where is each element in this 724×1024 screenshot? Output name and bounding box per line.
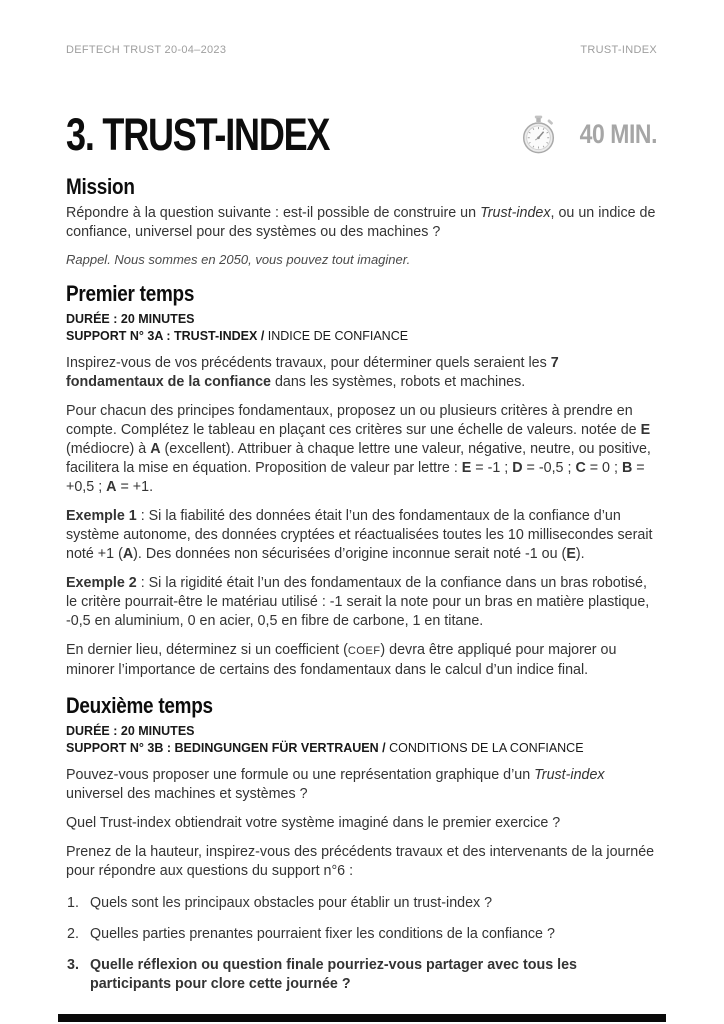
deuxieme-paragraph-1: Pouvez-vous proposer une formule ou une représentation graphique d’un Trust-index universel des machines et systèmes ? (66, 766, 605, 802)
deuxieme-support-label: SUPPORT N° 3B : BEDINGUNGEN FÜR VERTRAUEN / CONDITIONS DE LA CONFIANCE (66, 740, 584, 755)
page-header (66, 44, 657, 56)
stopwatch-icon (520, 114, 557, 156)
header-left-text: DEFTECH TRUST 20-04–2023 (66, 44, 227, 56)
deuxieme-paragraph-3: Prenez de la hauteur, inspirez-vous des précédents travaux et des intervenants de la journée pour répondre aux questions du support n°6 : (66, 843, 655, 879)
title-row (66, 109, 657, 160)
deuxieme-paragraph-2: Quel Trust-index obtiendrait votre système imaginé dans le premier exercice ? (66, 814, 561, 831)
question-number: 3. (67, 956, 79, 973)
deuxieme-temps-heading: Deuxième temps (66, 693, 213, 718)
coefficient-paragraph: En dernier lieu, déterminez si un coefficient (COEF) devra être appliqué pour majorer ou minorer l’importance de certains des fondamentaux dans le calcul d’un indice final. (66, 642, 617, 678)
question-item (66, 894, 657, 913)
questions-list (66, 894, 657, 994)
premier-support-label: SUPPORT N° 3A : TRUST-INDEX / INDICE DE CONFIANCE (66, 328, 409, 343)
duration-badge (520, 114, 657, 156)
premier-duree-label: DURÉE : 20 MINUTES (66, 312, 195, 327)
premier-temps-heading: Premier temps (66, 281, 195, 307)
mission-heading: Mission (66, 174, 135, 199)
question-number: 2. (67, 925, 79, 942)
example-2-paragraph: Exemple 2 : Si la rigidité était l’un des fondamentaux de la confiance dans un bras robotisé, le critère pourrait-être le matériau utilisé : -1 serait la note pour un bras en matière plastique, -0,5 en aluminium, 0 en acier, 0,5 en fibre de carbone, 1 en titane. (66, 575, 650, 629)
question-text: Quelles parties prenantes pourraient fixer les conditions de la confiance ? (90, 925, 555, 942)
header-right-text: TRUST-INDEX (580, 44, 657, 56)
question-item (66, 956, 657, 994)
deuxieme-duree-label: DURÉE : 20 MINUTES (66, 724, 195, 739)
footer-rule (58, 1014, 666, 1022)
mission-intro: Répondre à la question suivante : est-il possible de construire un Trust-index, ou un indice de confiance, universel pour des systèmes ou des machines ? (66, 205, 656, 241)
mission-note: Rappel. Nous sommes en 2050, vous pouvez tout imaginer. (66, 252, 411, 268)
question-text: Quels sont les principaux obstacles pour établir un trust-index ? (90, 894, 493, 911)
question-item (66, 925, 657, 944)
example-1-paragraph: Exemple 1 : Si la fiabilité des données était l’un des fondamentaux de la confiance d’un système autonome, des données cryptées et réactualisées toutes les 10 millisecondes serait noté +1 (A). Des données non sécurisées d’origine inconnue serait noté -1 ou (E). (66, 508, 653, 562)
page-title: 3. TRUST-INDEX (66, 109, 330, 160)
duration-text: 40 MIN. (579, 119, 657, 149)
question-number: 1. (67, 894, 79, 911)
premier-paragraph-2: Pour chacun des principes fondamentaux, proposez un ou plusieurs critères à prendre en compte. Complétez le tableau en plaçant ces critères sur une échelle de valeurs. notée de E (médiocre) à A (excellent). Attribuer à chaque lettre une valeur, négative, neutre, ou positive, facilitera la mise en équation. Proposition de valeur par lettre : E = -1 ; D = -0,5 ; C = 0 ; B = +0,5 ; A = +1. (66, 403, 651, 495)
question-text: Quelle réflexion ou question finale pourriez-vous partager avec tous les participants pour clore cette journée ? (90, 956, 578, 992)
premier-paragraph-1: Inspirez-vous de vos précédents travaux, pour déterminer quels seraient les 7 fondamentaux de la confiance dans les systèmes, robots et machines. (66, 355, 559, 390)
